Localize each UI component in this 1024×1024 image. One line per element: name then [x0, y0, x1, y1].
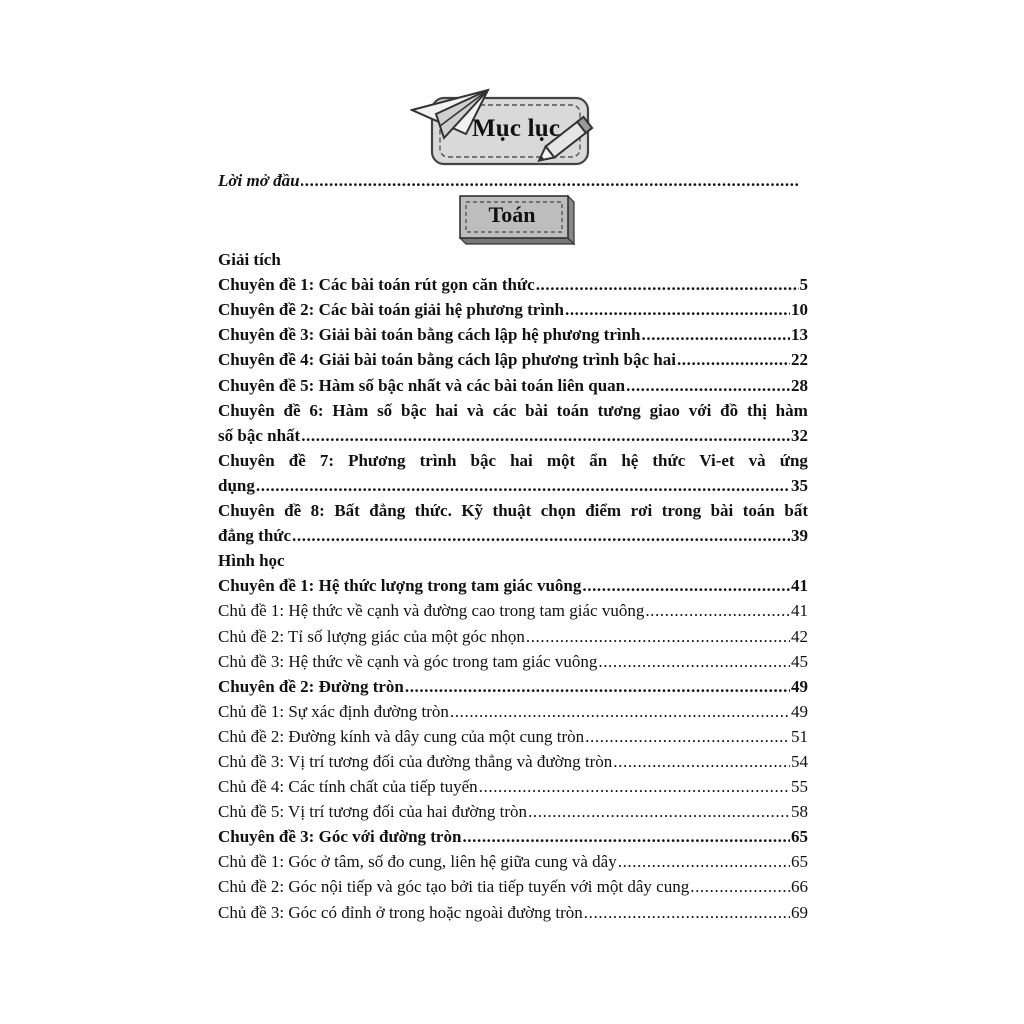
toc-entry-line1[interactable]: [218, 446, 808, 471]
toc-subentry[interactable]: [218, 596, 808, 621]
word: bậc: [401, 400, 427, 420]
word: toán: [556, 400, 589, 420]
toc-subentry[interactable]: [218, 897, 808, 922]
toc-subentry-label: Chủ đề 1: Hệ thức về cạnh và đường cao trong tam giác vuông: [218, 601, 645, 621]
toc-subentry[interactable]: [218, 872, 808, 897]
toc-page-number: 49: [791, 676, 808, 696]
dot-leader: [301, 171, 800, 191]
word: đề: [283, 400, 301, 420]
word: số: [377, 400, 393, 420]
toc-entry-label: Chuyên đề 1: Các bài toán rút gọn căn thức: [218, 275, 535, 295]
section-title: Toán: [488, 202, 536, 227]
table-of-contents: [218, 245, 808, 923]
toc-subentry-label: Chủ đề 5: Vị trí tương đối của hai đường tròn: [218, 802, 528, 822]
word: thuật: [492, 501, 532, 521]
word: bất: [784, 501, 808, 521]
toc-entry[interactable]: [218, 672, 808, 697]
word: và: [466, 400, 484, 420]
dot-leader: [645, 601, 790, 621]
toc-entry[interactable]: [218, 571, 808, 596]
toc-page-number: 22: [791, 350, 808, 370]
dot-leader: [450, 702, 790, 722]
dot-leader: [618, 852, 790, 872]
toc-entry-label: đẳng thức: [218, 526, 292, 546]
word: Kỹ: [461, 501, 484, 521]
toc-page-number: 42: [791, 626, 808, 646]
toc-entry-label: Chuyên đề 1: Hệ thức lượng trong tam giác vuông: [218, 576, 582, 596]
toc-subentry-label: Chủ đề 1: Sự xác định đường tròn: [218, 701, 449, 721]
toc-subentry[interactable]: [218, 697, 808, 722]
toc-page-number: 51: [791, 726, 808, 746]
dot-leader: [292, 526, 790, 546]
word: Vi-et: [699, 450, 735, 470]
toc-subentry[interactable]: [218, 772, 808, 797]
toc-entry-label: Chuyên đề 4: Giải bài toán bằng cách lập phương trình bậc hai: [218, 350, 676, 370]
toc-entry[interactable]: [218, 471, 808, 496]
dot-leader: [584, 903, 790, 923]
dot-leader: [526, 627, 790, 647]
word: ứng: [779, 450, 808, 470]
word: Chuyên: [218, 400, 275, 420]
toc-entry-line1[interactable]: [218, 396, 808, 421]
toc-subentry-label: Chủ đề 2: Tỉ số lượng giác của một góc nhọn: [218, 626, 525, 646]
dot-leader: [598, 652, 790, 672]
toc-subentry[interactable]: [218, 722, 808, 747]
word: bài: [710, 501, 734, 521]
title-badge: [410, 88, 606, 172]
toc-subentry[interactable]: [218, 621, 808, 646]
toc-page-number: 10: [791, 300, 808, 320]
heading-label: Giải tích: [218, 250, 281, 270]
toc-page-number: 41: [791, 601, 808, 621]
toc-page-number: 65: [791, 827, 808, 847]
toc-entry[interactable]: [218, 345, 808, 370]
word: các: [492, 400, 517, 420]
word: bài: [525, 400, 548, 420]
toc-page-number: 35: [791, 475, 808, 495]
dot-leader: [405, 677, 790, 697]
word: hàm: [775, 400, 808, 420]
justified-line: [218, 501, 808, 521]
word: chọn: [540, 501, 576, 521]
toc-subentry-label: Chủ đề 2: Góc nội tiếp và góc tạo bởi tia tiếp tuyến với một dây cung: [218, 877, 690, 897]
dot-leader: [690, 877, 790, 897]
toc-subentry[interactable]: [218, 797, 808, 822]
word: hai: [510, 450, 533, 470]
word: thức.: [414, 501, 452, 521]
word: điểm: [585, 501, 622, 521]
toc-subentry-label: Chủ đề 3: Hệ thức về cạnh và góc trong tam giác vuông: [218, 651, 598, 671]
word: trong: [661, 501, 702, 521]
dot-leader: [256, 476, 790, 496]
toc-subentry-label: Chủ đề 4: Các tính chất của tiếp tuyến: [218, 777, 478, 797]
toc-page-number: 45: [791, 651, 808, 671]
toc-intro-row[interactable]: [218, 171, 801, 193]
toc-page-number: 58: [791, 802, 808, 822]
toc-entry-line1[interactable]: [218, 496, 808, 521]
word: 7:: [319, 450, 335, 470]
dot-leader: [528, 802, 790, 822]
toc-subentry[interactable]: [218, 647, 808, 672]
toc-page-number: 69: [791, 902, 808, 922]
word: và: [748, 450, 766, 470]
word: giao: [649, 400, 680, 420]
toc-entry[interactable]: [218, 421, 808, 446]
justified-line: [218, 451, 808, 471]
word: Phương: [348, 450, 406, 470]
toc-page-number: 54: [791, 751, 808, 771]
page-title: Mục lục: [472, 115, 561, 142]
dot-leader: [565, 300, 790, 320]
toc-entry[interactable]: [218, 295, 808, 320]
word: đồ: [720, 400, 739, 420]
word: 6:: [309, 400, 324, 420]
word: một: [546, 450, 576, 470]
word: tương: [597, 400, 641, 420]
toc-heading-hinh-hoc: [218, 546, 808, 571]
toc-entry[interactable]: [218, 270, 808, 295]
dot-leader: [613, 752, 790, 772]
toc-page-number: 28: [791, 375, 808, 395]
toc-entry-label: Chuyên đề 2: Các bài toán giải hệ phương trình: [218, 300, 564, 320]
dot-leader: [677, 350, 790, 370]
word: rơi: [630, 501, 653, 521]
toc-entry[interactable]: [218, 521, 808, 546]
word: ẩn: [589, 450, 608, 470]
heading-label: Hình học: [218, 551, 285, 571]
toc-entry-label: Chuyên đề 5: Hàm số bậc nhất và các bài toán liên quan: [218, 375, 626, 395]
word: Bất: [334, 501, 360, 521]
toc-subentry-label: Chủ đề 2: Đường kính và dây cung của một cung tròn: [218, 726, 585, 746]
dot-leader: [582, 576, 790, 596]
word: đẳng: [369, 501, 406, 521]
word: trình: [419, 450, 457, 470]
toc-heading-giai-tich: [218, 245, 808, 270]
toc-page-number: 13: [791, 325, 808, 345]
toc-entry[interactable]: [218, 320, 808, 345]
word: với: [688, 400, 712, 420]
toc-page-number: 41: [791, 576, 808, 596]
word: bậc: [470, 450, 497, 470]
justified-line: [218, 401, 808, 421]
toc-subentry-label: Chủ đề 1: Góc ở tâm, số đo cung, liên hệ giữa cung và dây: [218, 852, 617, 872]
toc-page-number: 66: [791, 877, 808, 897]
toc-entry[interactable]: [218, 822, 808, 847]
dot-leader: [585, 727, 790, 747]
word: đề: [284, 501, 302, 521]
word: 8:: [310, 501, 325, 521]
toc-intro-label: Lời mở đầu: [218, 171, 300, 190]
toc-page-number: 65: [791, 852, 808, 872]
toc-entry-label: dụng: [218, 475, 255, 495]
word: thị: [746, 400, 767, 420]
toc-page-number: 5: [799, 275, 808, 295]
word: Hàm: [332, 400, 369, 420]
toc-entry-label: số bậc nhất: [218, 425, 301, 445]
word: toán: [742, 501, 775, 521]
dot-leader: [536, 275, 799, 295]
word: hệ: [621, 450, 639, 470]
toc-page-number: 49: [791, 701, 808, 721]
word: Chuyên: [218, 450, 275, 470]
toc-subentry[interactable]: [218, 747, 808, 772]
word: thức: [652, 450, 686, 470]
toc-subentry-label: Chủ đề 3: Góc có đỉnh ở trong hoặc ngoài đường tròn: [218, 902, 583, 922]
section-badge: [456, 194, 576, 246]
toc-page-number: 32: [791, 425, 808, 445]
toc-page-number: 39: [791, 526, 808, 546]
toc-page-number: 55: [791, 777, 808, 797]
toc-entry-label: Chuyên đề 3: Giải bài toán bằng cách lập hệ phương trình: [218, 325, 641, 345]
dot-leader: [301, 426, 790, 446]
word: đề: [288, 450, 306, 470]
dot-leader: [479, 777, 790, 797]
toc-entry-label: Chuyên đề 3: Góc với đường tròn: [218, 827, 462, 847]
toc-subentry-label: Chủ đề 3: Vị trí tương đối của đường thẳng và đường tròn: [218, 751, 613, 771]
dot-leader: [626, 376, 790, 396]
word: hai: [435, 400, 459, 420]
word: Chuyên: [218, 501, 275, 521]
toc-entry[interactable]: [218, 370, 808, 395]
toc-subentry[interactable]: [218, 847, 808, 872]
dot-leader: [462, 827, 790, 847]
dot-leader: [642, 325, 790, 345]
toc-entry-label: Chuyên đề 2: Đường tròn: [218, 676, 404, 696]
